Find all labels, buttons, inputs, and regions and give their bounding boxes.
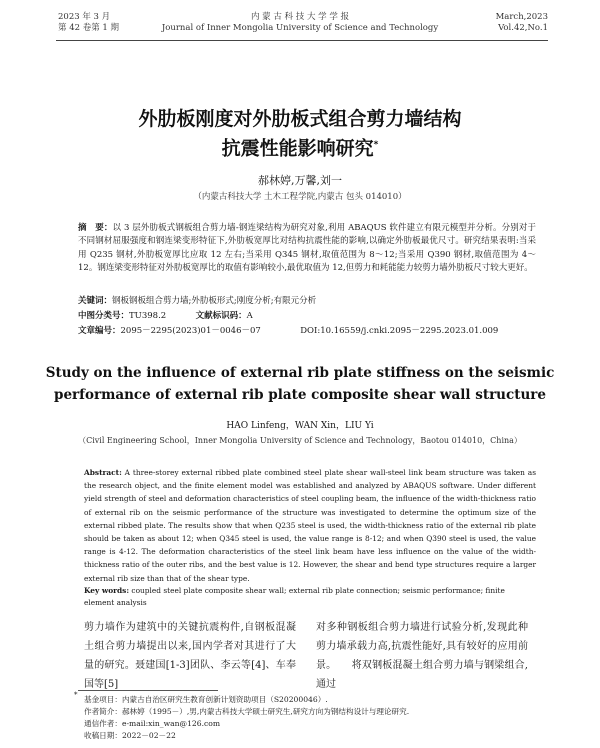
footnote-mark: * xyxy=(74,691,78,699)
paper-title-en-line1: Study on the influence of external rib plate stiffness on the seismic xyxy=(45,365,555,381)
footnote-contact[interactable]: 通信作者：e-mail:xin_wan@126.com xyxy=(84,719,221,728)
keywords-cn-text: 钢板钢板组合剪力墙;外肋板形式;刚度分析;有限元分析 xyxy=(112,296,317,306)
footnote-fund: 基金项目：内蒙古自治区研究生教育创新计划资助项目（S20200046）. xyxy=(84,695,328,704)
keywords-cn-label: 关键词： xyxy=(78,296,113,306)
header-date-en: March,2023 xyxy=(495,12,548,22)
body-text-right-column: 对多种钢板组合剪力墙进行试验分析,发现此种剪力墙承载力高,抗震性能好,具有较好的应用前景。 将双钢板混凝土组合剪力墙与钢梁组合,通过 xyxy=(316,622,528,690)
abstract-cn-text: 以 3 层外肋板式钢板组合剪力墙-钢连梁结构为研究对象,利用 ABAQUS 软件建立有限元模型并分析。分别对于不同钢材屈服强度和钢连梁变形特征下,外肋板宽厚比对结构抗震性能的影响,以确定外肋板最优尺寸。研究结果表明:当采用 Q235 钢材,外肋板宽厚比应取 12 左右;当采用 Q345 钢材,取值范围为 8～12;当采用 Q390 钢材,取值范围为 4～12。钢连梁变形特征对外肋板宽厚比的取值有影响较小,最优取值为 12,但剪力和耗能能力较剪力墙外肋板尺寸较大更好。 xyxy=(78,223,536,273)
paper-title-en-line2: performance of external rib plate composite shear wall structure xyxy=(54,387,546,403)
authors-cn: 郝林婷,万馨,刘一 xyxy=(258,174,342,187)
article-no-label: 文章编号： xyxy=(78,326,121,336)
footnote-divider xyxy=(78,690,218,691)
classification-line xyxy=(78,311,253,322)
header-volume-cn: 第 42 卷第 1 期 xyxy=(58,23,120,33)
affiliation-en: （Civil Engineering School，Inner Mongolia University of Science and Technology，Baotou 014010，China） xyxy=(78,436,522,445)
paper-title-cn xyxy=(0,106,600,161)
keywords-en-text: coupled steel plate composite shear wall; external rib plate connection; seismic performance; finite element analysis xyxy=(84,586,505,607)
header-issue-info-en xyxy=(496,12,548,34)
clc-value: TU398.2 xyxy=(129,311,167,321)
abstract-cn-label: 摘 要： xyxy=(78,223,113,233)
keywords-cn xyxy=(78,296,316,307)
header-volume-en: Vol.42,No.1 xyxy=(498,23,548,33)
abstract-en-label: Abstract: xyxy=(84,468,122,477)
keywords-en xyxy=(84,585,536,609)
footnote-received: 收稿日期：2022－02－22 xyxy=(84,731,176,740)
doc-code-label: 文献标识码： xyxy=(195,311,247,321)
journal-name-cn: 内 蒙 古 科 技 大 学 学 报 xyxy=(250,12,350,22)
clc-label: 中图分类号： xyxy=(78,311,130,321)
abstract-cn xyxy=(78,222,536,275)
journal-name-en: Journal of Inner Mongolia University of Science and Technology xyxy=(161,23,439,33)
footnote-author-bio: 作者简介：郝林婷（1995－）,男,内蒙古科技大学硕士研究生,研究方向为钢结构设计与理论研究. xyxy=(84,707,410,716)
abstract-en xyxy=(84,466,536,585)
abstract-en-text: A three-storey external ribbed plate combined steel plate shear wall-steel link beam structure was taken as the research object, and the finite element model was established and analyzed by ABAQUS software. Under different yield strength of steel and deformation characteristics of steel coupling beam, the influence of the width-thickness ratio of external rib on the seismic performance of the structure was investigated to determine the optimum size of the external ribbed plate. The results show that when Q235 steel is used, the width-thickness ratio of the external rib plate should be taken as about 12; when Q345 steel is used, the value range is 8-12; and when Q390 steel is used, the value range is 4-12. The deformation characteristics of the steel link beam have less influence on the value of the width-thickness ratio of the outer ribs, and the best value is 12. However, the shear and bend type structures require a larger external rib size than that of the shear type. xyxy=(84,468,536,583)
article-number-line xyxy=(78,326,498,337)
header-divider xyxy=(56,40,548,41)
paper-title-en xyxy=(0,362,600,406)
paper-title-cn-line2: 抗震性能影响研究 xyxy=(221,137,374,160)
doc-code-value: A xyxy=(246,311,253,321)
authors-en: HAO Linfeng，WAN Xin，LIU Yi xyxy=(226,421,374,431)
body-text-left-column: 剪力墙作为建筑中的关键抗震构件,自钢板混凝土组合剪力墙提出以来,国内学者对其进行了大量的研究。聂建国[1-3]团队、李云等[4]、车奉国等[5] xyxy=(84,622,296,690)
article-no-value: 2095－2295(2023)01－0046－07 xyxy=(120,326,261,336)
header-date-cn: 2023 年 3 月 xyxy=(58,12,111,22)
affiliation-cn: （内蒙古科技大学 土木工程学院,内蒙古 包头 014010） xyxy=(193,192,407,202)
keywords-en-label: Key words: xyxy=(84,586,130,595)
doi[interactable]: DOI:10.16559/j.cnki.2095－2295.2023.01.009 xyxy=(300,326,499,336)
title-footnote-mark: * xyxy=(373,140,379,150)
paper-title-cn-line1: 外肋板刚度对外肋板式组合剪力墙结构 xyxy=(138,108,462,130)
